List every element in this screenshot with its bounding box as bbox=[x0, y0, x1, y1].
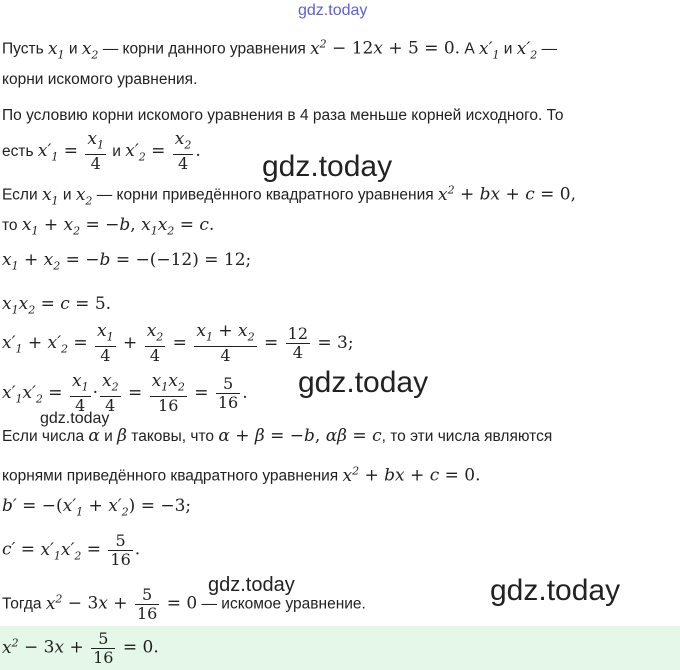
solution-line-6: то $x_1 + x_2 = -b$, $x_1x_2 = c$. bbox=[2, 215, 215, 238]
watermark: gdz.today bbox=[298, 2, 368, 19]
answer-box bbox=[0, 626, 680, 670]
solution-line-14: $c' = x'_1x'_2$ = $\frac{5}{16}$ . bbox=[2, 531, 141, 569]
solution-line-7: $x_1 + x_2 = -b = -(-12) = 12$; bbox=[2, 250, 252, 273]
solution-line-15: Тогда $x^2 - 3x$ + $\frac{5}{16}$ = 0 — искомое уравнение. bbox=[2, 585, 366, 623]
solution-line-12: корнями приведённого квадратного уравнения $x^2$ + bx + c = 0. bbox=[2, 464, 481, 486]
watermark: gdz.today bbox=[262, 150, 393, 183]
solution-line-11: Если числа α и β таковы, что α + β = −b, αβ = c, то эти числа являются bbox=[2, 426, 553, 446]
watermark: gdz.today bbox=[208, 574, 295, 596]
watermark: gdz.today bbox=[490, 574, 621, 607]
solution-line-8: $x_1x_2 = c = 5$. bbox=[2, 294, 112, 317]
watermark: gdz.today bbox=[40, 410, 110, 427]
solution-line-3: По условию корни искомого уравнения в 4 раза меньше корней исходного. То bbox=[2, 107, 564, 124]
solution-line-5: Если $x_1$ и $x_2$ — корни приведённого квадратного уравнения $x^2$ + bx + c = 0, bbox=[2, 183, 576, 208]
solution-line-9: $x'_1 + x'_2$ = $\frac{x_1}{4}$ + $\frac{x_2}{4}$ = $\frac{x_1 + x_2}{4}$ = $\frac{12}{4}$ = 3; bbox=[2, 321, 354, 366]
solution-line-4: есть $x'_1$ = $\frac{x_1}{4}$ и $x'_2$ = $\frac{x_2}{4}$ . bbox=[2, 129, 201, 174]
watermark: gdz.today bbox=[298, 366, 429, 399]
solution-line-10: $x'_1x'_2$ = $\frac{x_1}{4}$ · $\frac{x_2}{4}$ = $\frac{x_1x_2}{16}$ = $\frac{5}{16}$ . bbox=[2, 371, 248, 416]
solution-line-1: Пусть $x_1$ и $x_2$ — корни данного уравнения $x^2 - 12x + 5 = 0$. А $x'_1$ и $x'_2$ — bbox=[2, 37, 558, 62]
solution-line-13: $b' = -(x'_1 + x'_2) = -3$; bbox=[2, 496, 192, 519]
answer-equation: $x^2 - 3x$ + $\frac{5}{16}$ = 0. bbox=[2, 629, 159, 667]
solution-line-2: корни искомого уравнения. bbox=[2, 71, 198, 88]
